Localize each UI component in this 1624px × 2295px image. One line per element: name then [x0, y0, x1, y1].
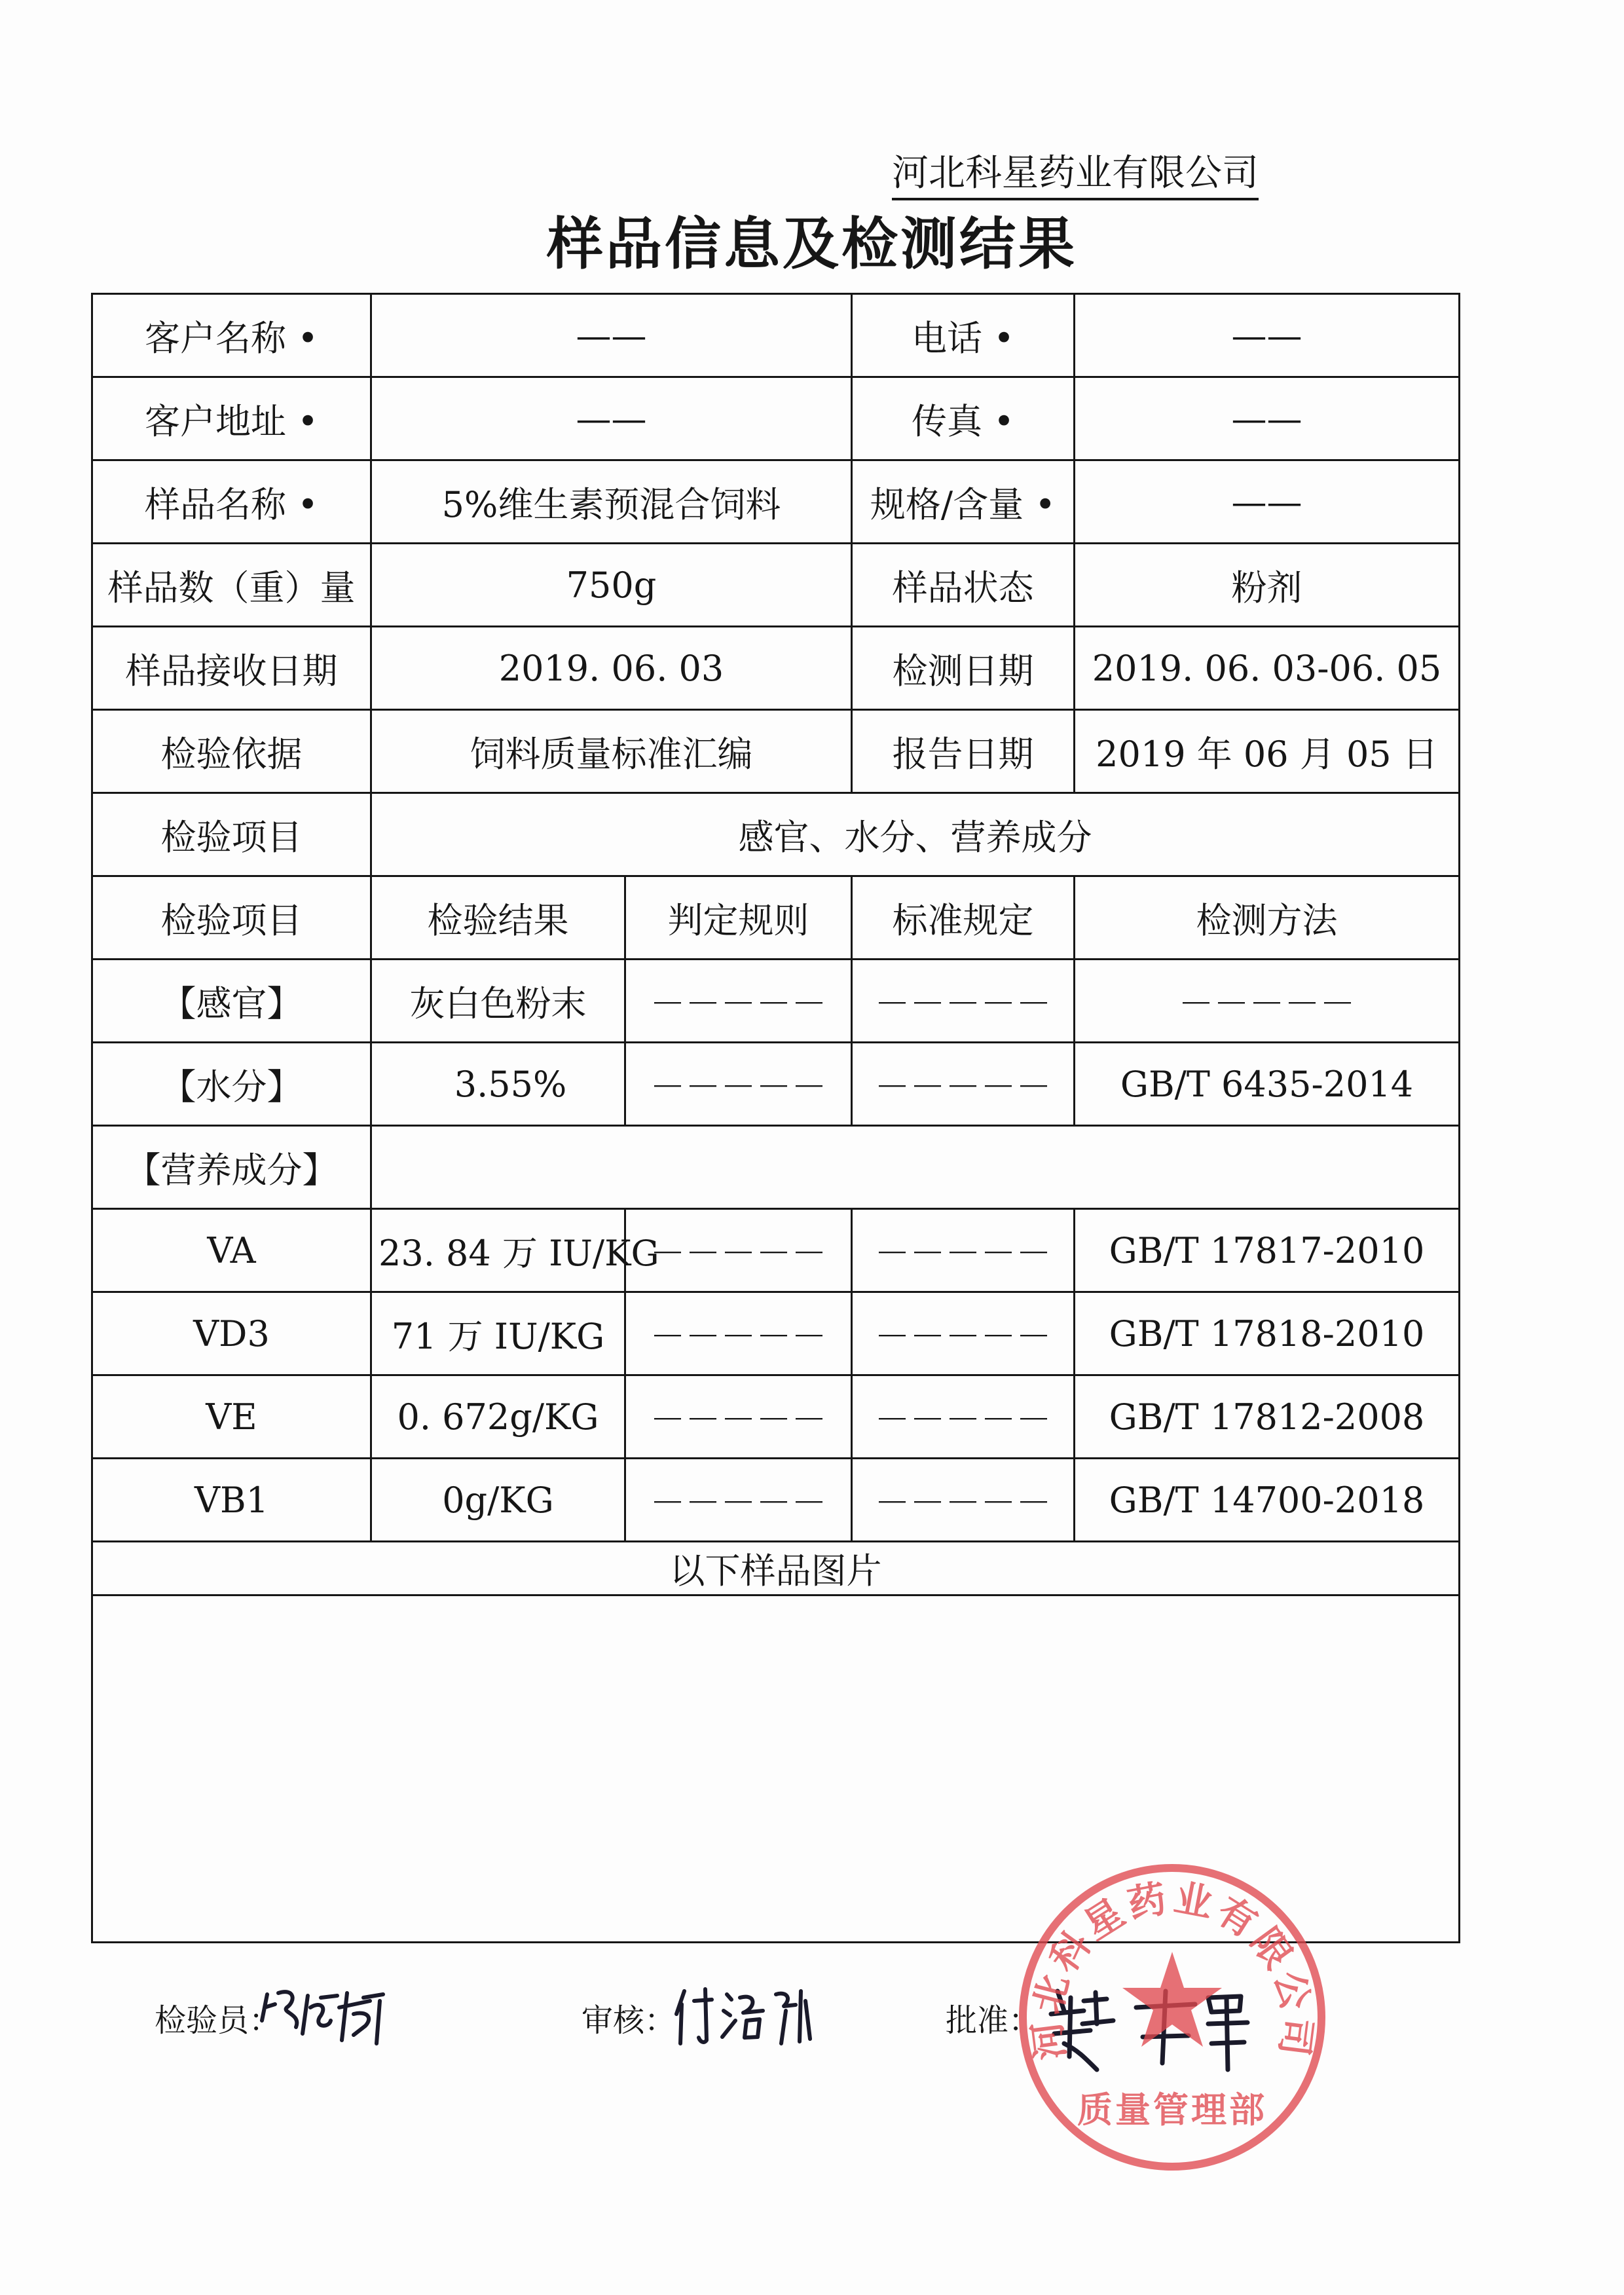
- photo-caption: 以下样品图片: [92, 1542, 1460, 1595]
- dash-cell: －－－－－: [625, 1375, 852, 1459]
- header-rule: 判定规则: [625, 876, 852, 960]
- label-sensory: 【感官】: [92, 960, 371, 1043]
- value-report-date: 2019 年 06 月 05 日: [1075, 710, 1460, 793]
- result-vd3: 71 万 IU/KG: [371, 1292, 625, 1375]
- result-ve: 0. 672g/KG: [371, 1375, 625, 1459]
- row-photo-caption: [92, 1542, 1460, 1595]
- item-vd3: VD3: [92, 1292, 371, 1375]
- results-header-row: [92, 876, 1460, 960]
- method-moisture: GB/T 6435-2014: [1075, 1043, 1460, 1126]
- row-sensory: [92, 960, 1460, 1043]
- value-basis: 饲料质量标准汇编: [371, 710, 852, 793]
- value-customer-addr: ——: [371, 377, 852, 460]
- dash-cell: －－－－－: [625, 1209, 852, 1292]
- result-vb1: 0g/KG: [371, 1459, 625, 1542]
- dash-cell: －－－－－: [852, 1459, 1075, 1542]
- value-quantity: 750g: [371, 544, 852, 627]
- label-basis: 检验依据: [92, 710, 371, 793]
- seal-org-text: 河北科星药业有限公司: [1024, 1875, 1321, 2062]
- value-customer-name: ——: [371, 294, 852, 377]
- label-state: 样品状态: [852, 544, 1075, 627]
- company-name: 河北科星药业有限公司: [892, 151, 1259, 200]
- inspector-label: 检验员：: [155, 2002, 281, 2039]
- header-item: 检验项目: [92, 876, 371, 960]
- result-moisture: 3.55%: [371, 1043, 625, 1126]
- table-row: [92, 1209, 1460, 1292]
- label-phone: 电话 •: [852, 294, 1075, 377]
- item-ve: VE: [92, 1375, 371, 1459]
- label-sample-name: 样品名称 •: [92, 460, 371, 544]
- value-test-date: 2019. 06. 03-06. 05: [1075, 627, 1460, 710]
- dash-cell: －－－－－: [625, 1459, 852, 1542]
- value-sample-name: 5%维生素预混合饲料: [371, 460, 852, 544]
- label-receive-date: 样品接收日期: [92, 627, 371, 710]
- label-moisture: 【水分】: [92, 1043, 371, 1126]
- result-va: 23. 84 万 IU/KG: [371, 1209, 625, 1292]
- reviewer-signature: [671, 1981, 815, 2053]
- label-test-date: 检测日期: [852, 627, 1075, 710]
- dash-cell: －－－－－: [852, 1375, 1075, 1459]
- row-nutrition-heading: [92, 1126, 1460, 1209]
- label-quantity: 样品数（重）量: [92, 544, 371, 627]
- label-customer-name: 客户名称 •: [92, 294, 371, 377]
- value-receive-date: 2019. 06. 03: [371, 627, 852, 710]
- dash-cell: －－－－－: [852, 1292, 1075, 1375]
- row-items: [92, 793, 1460, 876]
- header-result: 检验结果: [371, 876, 625, 960]
- row-sample-name: [92, 460, 1460, 544]
- label-fax: 传真 •: [852, 377, 1075, 460]
- company-seal: [1008, 1854, 1336, 2181]
- header-method: 检测方法: [1075, 876, 1460, 960]
- value-state: 粉剂: [1075, 544, 1460, 627]
- label-report-date: 报告日期: [852, 710, 1075, 793]
- item-va: VA: [92, 1209, 371, 1292]
- dash-cell: －－－－－: [1075, 960, 1460, 1043]
- page-title: 样品信息及检测结果: [547, 211, 1077, 277]
- value-phone: ——: [1075, 294, 1460, 377]
- label-spec: 规格/含量 •: [852, 460, 1075, 544]
- method-vd3: GB/T 17818-2010: [1075, 1292, 1460, 1375]
- result-sensory: 灰白色粉末: [371, 960, 625, 1043]
- label-customer-addr: 客户地址 •: [92, 377, 371, 460]
- row-basis: [92, 710, 1460, 793]
- table-row: [92, 1375, 1460, 1459]
- method-va: GB/T 17817-2010: [1075, 1209, 1460, 1292]
- row-receive-date: [92, 627, 1460, 710]
- value-spec: ——: [1075, 460, 1460, 544]
- reviewer-label: 审核：: [581, 2002, 676, 2039]
- table-row: [92, 1459, 1460, 1542]
- table-row: [92, 1292, 1460, 1375]
- dash-cell: －－－－－: [625, 1043, 852, 1126]
- method-vb1: GB/T 14700-2018: [1075, 1459, 1460, 1542]
- dash-cell: －－－－－: [852, 1043, 1075, 1126]
- inspector-signature: [255, 1981, 393, 2053]
- label-items: 检验项目: [92, 793, 371, 876]
- label-nutrition: 【营养成分】: [92, 1126, 371, 1209]
- row-moisture: [92, 1043, 1460, 1126]
- row-customer-addr: [92, 377, 1460, 460]
- dash-cell: －－－－－: [625, 960, 852, 1043]
- row-customer-name: [92, 294, 1460, 377]
- row-quantity: [92, 544, 1460, 627]
- approver-label: 批准：: [946, 2002, 1041, 2039]
- seal-sub-text: 质量管理部: [1077, 2089, 1267, 2131]
- nutrition-blank: [371, 1126, 1460, 1209]
- dash-cell: －－－－－: [625, 1292, 852, 1375]
- method-ve: GB/T 17812-2008: [1075, 1375, 1460, 1459]
- dash-cell: －－－－－: [852, 1209, 1075, 1292]
- value-fax: ——: [1075, 377, 1460, 460]
- header-standard: 标准规定: [852, 876, 1075, 960]
- seal-star-icon: [1122, 1952, 1222, 2047]
- report-table: [91, 293, 1460, 1943]
- item-vb1: VB1: [92, 1459, 371, 1542]
- dash-cell: －－－－－: [852, 960, 1075, 1043]
- value-items: 感官、水分、营养成分: [371, 793, 1460, 876]
